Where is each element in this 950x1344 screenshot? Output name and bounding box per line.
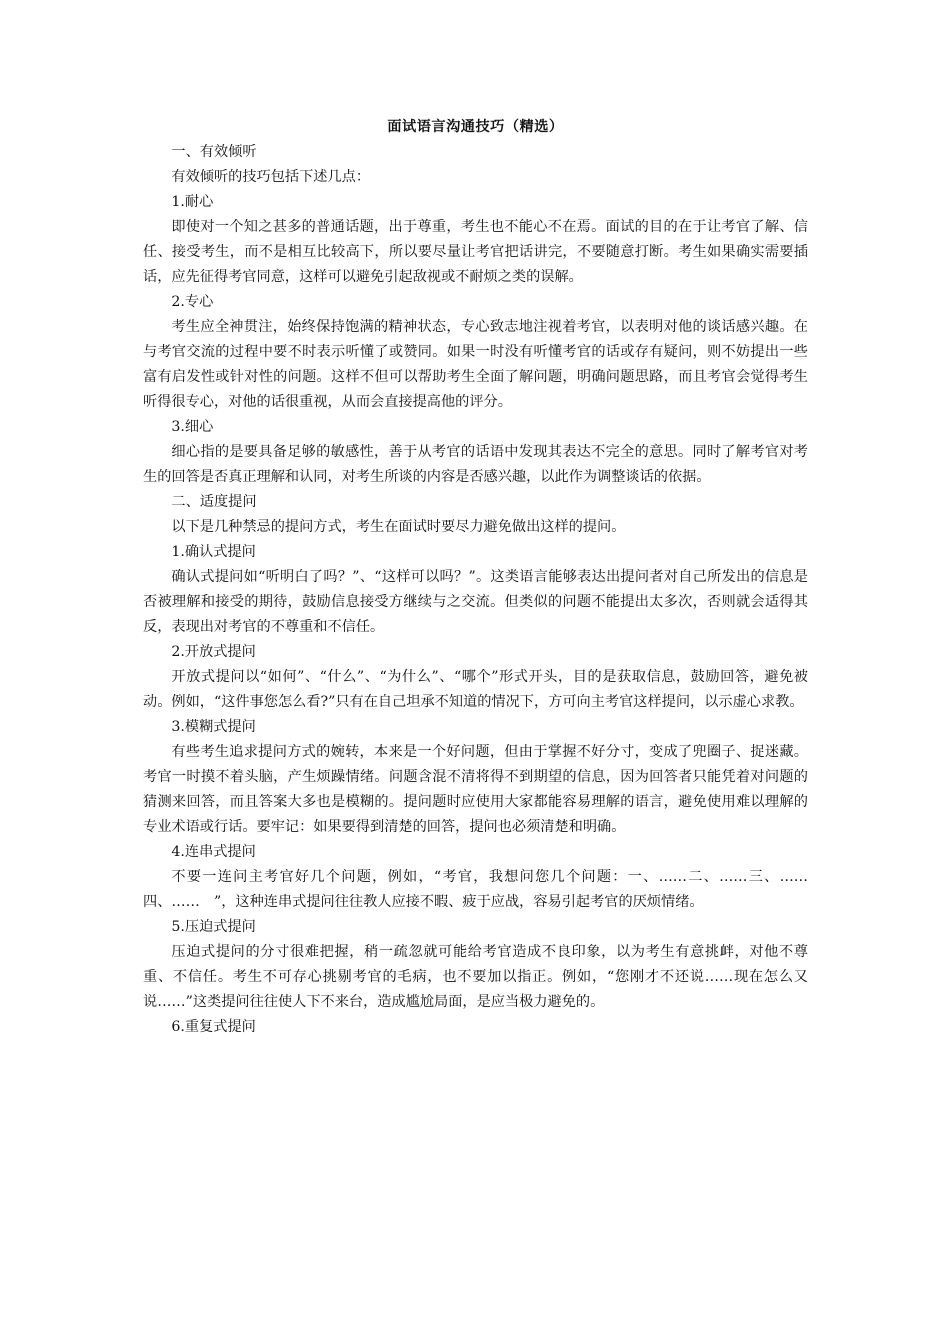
section-heading-questioning: 二、适度提问 (171, 494, 257, 510)
subheading-vague-question: 3.模糊式提问 (171, 719, 256, 735)
paragraph-vague-question: 有些考生追求提问方式的婉转，本来是一个好问题，但由于掌握不好分寸，变成了兜圈子、捉迷藏。考官一时摸不着头脑，产生烦躁情绪。问题含混不清将得不到期望的信息，因为回答者只能凭着对问题的猜测来回答，而且答案大多也是模糊的。提问题时应使用大家都能容易理解的语言，避免使用难以理解的专业术语或行话。要牢记：如果要得到清楚的回答，提问也必须清楚和明确。 (143, 744, 808, 835)
paragraph-serial-question: 不要一连问主考官好几个问题，例如，“考官，我想问您几个问题：一、……二、……三、…… 四、…… ”，这种连串式提问往往教人应接不暇、疲于应战，容易引起考官的厌烦情绪。 (143, 869, 823, 910)
document-title: 面试语言沟通技巧（精选） (387, 119, 564, 135)
subheading-repeat-question: 6.重复式提问 (171, 1019, 256, 1035)
paragraph-patience: 即使对一个知之甚多的普通话题，出于尊重，考生也不能心不在焉。面试的目的在于让考官了解、信任、接受考生，而不是相互比较高下，所以要尽量让考官把话讲完，不要随意打断。考生如果确实需要插话，应先征得考官同意，这样可以避免引起敌视或不耐烦之类的误解。 (143, 219, 808, 285)
subheading-confirmation-question: 1.确认式提问 (171, 544, 256, 560)
section-heading-listening: 一、有效倾听 (171, 144, 257, 160)
subheading-carefulness: 3.细心 (171, 419, 214, 435)
paragraph-confirmation-question: 确认式提问如“听明白了吗？”、“这样可以吗？”。这类语言能够表达出提问者对自己所发出的信息是否被理解和接受的期待，鼓励信息接受方继续与之交流。但类似的问题不能提出太多次，否则就会适得其反，表现出对考官的不尊重和不信任。 (143, 569, 808, 635)
paragraph-listening-intro: 有效倾听的技巧包括下述几点： (171, 169, 371, 185)
subheading-open-question: 2.开放式提问 (171, 644, 256, 660)
subheading-pressure-question: 5.压迫式提问 (171, 919, 256, 935)
document-page (143, 113, 823, 1040)
paragraph-questioning-intro: 以下是几种禁忌的提问方式，考生在面试时要尽力避免做出这样的提问。 (171, 519, 626, 535)
paragraph-carefulness: 细心指的是要具备足够的敏感性，善于从考官的话语中发现其表达不完全的意思。同时了解考官对考生的回答是否真正理解和认同，对考生所谈的内容是否感兴趣，以此作为调整谈话的依据。 (143, 444, 808, 485)
paragraph-pressure-question: 压迫式提问的分寸很难把握，稍一疏忽就可能给考官造成不良印象，以为考生有意挑衅，对他不尊重、不信任。考生不可存心挑剔考官的毛病，也不要加以指正。例如，“您刚才不还说……现在怎么又说……”这类提问往往使人下不来台，造成尴尬局面，是应当极力避免的。 (143, 944, 808, 1010)
subheading-focus: 2.专心 (171, 294, 214, 310)
subheading-serial-question: 4.连串式提问 (171, 844, 256, 860)
subheading-patience: 1.耐心 (171, 194, 214, 210)
paragraph-focus: 考生应全神贯注，始终保持饱满的精神状态，专心致志地注视着考官，以表明对他的谈话感兴趣。在与考官交流的过程中要不时表示听懂了或赞同。如果一时没有听懂考官的话或存有疑问，则不妨提出一些富有启发性或针对性的问题。这样不但可以帮助考生全面了解问题，明确问题思路，而且考官会觉得考生听得很专心，对他的话很重视，从而会直接提高他的评分。 (143, 319, 808, 410)
paragraph-open-question: 开放式提问以“如何”、“什么”、“为什么”、“哪个”形式开头，目的是获取信息，鼓励回答，避免被动。例如，“这件事您怎么看?”只有在自己坦承不知道的情况下，方可向主考官这样提问，以示虚心求教。 (143, 669, 808, 710)
